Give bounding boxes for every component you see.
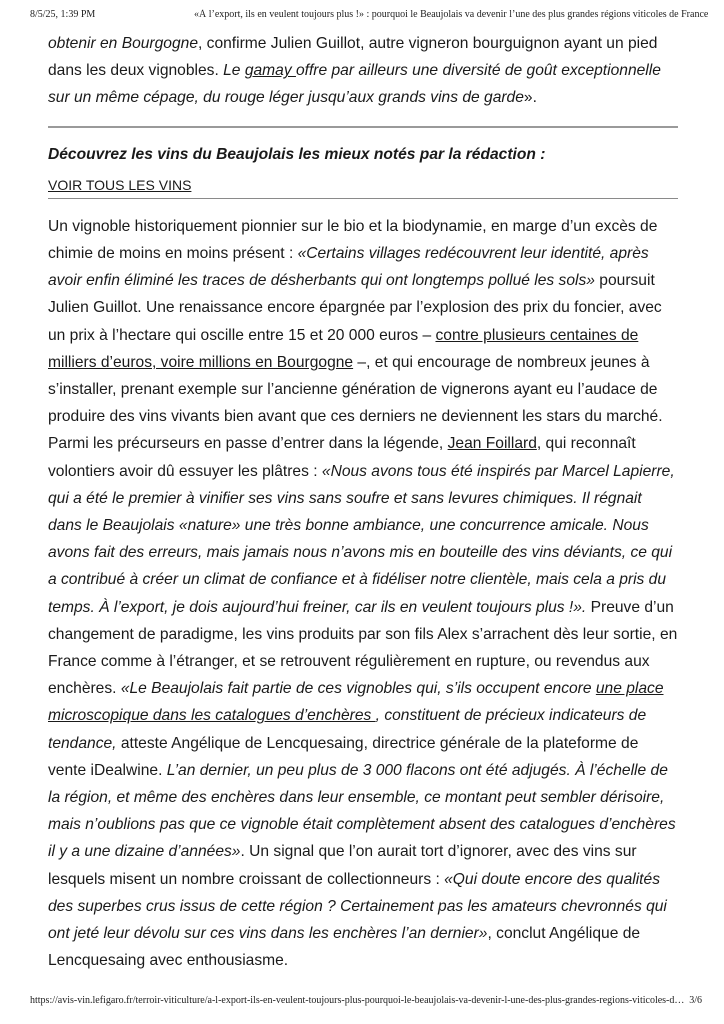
body-text: atteste Angélique de Lencquesaing, directrice générale de la plateforme de vente iDealwine. [48, 734, 639, 779]
section-divider [48, 198, 678, 199]
body-quote: «Qui doute encore des qualités des superbes crus issus de cette région ? Certainement pas les amateurs chevronnés qui ont jeté leur dévolu sur ces vins dans les enchères l’an dernier» [48, 870, 667, 943]
print-page-title: «À l’export, ils en veulent toujours plus !» : pourquoi le Beaujolais va devenir l’une des plus grandes régions viticoles de France [194, 9, 709, 20]
body-text: Un vignoble historiquement pionnier sur le bio et la biodynamie, en marge d’un excès de chimie de moins en moins présent : [48, 217, 658, 263]
auction-catalogues-link[interactable]: une place microscopique dans les catalogues d’enchères [48, 680, 664, 725]
body-quote: L’an dernier, un peu plus de 3 000 flacons ont été adjugés. À l’échelle de la région, et même des enchères dans leur ensemble, ce montant peut sembler dérisoire, mais n’oublions pas que ce vignoble était complètement absent des catalogues d’enchères il y a une dizaine d’années» [48, 761, 676, 861]
intro-paragraph [48, 30, 678, 112]
bourgogne-prices-link[interactable]: contre plusieurs centaines de milliers d’euros, voire millions en Bourgogne [48, 326, 639, 371]
intro-quote-part: Le [223, 62, 245, 80]
see-all-wines-link[interactable]: VOIR TOUS LES VINS [48, 176, 192, 193]
body-text: , qui reconnaît volontiers avoir dû essuyer les plâtres : [48, 435, 636, 480]
body-text: –, et qui encourage de nombreux jeunes à s’installer, prenant exemple sur l’ancienne génération de vignerons ayant eu l’audace de produire des vins vivants bien avant que ces derniers ne deviennent les stars du marché. Parmi les précurseurs en passe d’entrer dans la légende, [48, 353, 663, 453]
body-text: poursuit Julien Guillot. Une renaissance encore épargnée par l’explosion des prix du foncier, avec un prix à l’hectare qui oscille entre 15 et 20 000 euros – [48, 272, 662, 344]
article-content [48, 30, 678, 975]
intro-text: , confirme Julien Guillot, autre vigneron bourguignon ayant un pied dans les deux vignobles. [48, 35, 658, 80]
print-url: https://avis-vin.lefigaro.fr/terroir-viticulture/a-l-export-ils-en-veulent-toujours-plus-pourquoi-le-beaujolais-va-devenir-l-une-des-plus-grandes-regions-viticoles-d… [30, 995, 685, 1006]
body-quote-part: , constituent de précieux indicateurs de tendance, [48, 707, 647, 752]
body-quote: «Nous avons tous été inspirés par Marcel Lapierre, qui a été le premier à vinifier ses vins sans soufre et sans levures chimiques. Il régnait dans le Beaujolais «nature» une très bonne ambiance, une concurrence amicale. Nous avons fait des erreurs, mais jamais nous n’avons mis en bouteille des vins déviants, ce qui a contribué à créer un climat de confiance et à fidéliser notre clientèle, mais cela a pris du temps. À l’export, je dois aujourd’hui freiner, car ils en veulent toujours plus !». [48, 462, 675, 616]
body-quote-part: «Le Beaujolais fait partie de ces vignobles qui, s’ils occupent encore [120, 680, 596, 698]
intro-quote-close: ». [523, 89, 537, 107]
promo-heading: Découvrez les vins du Beaujolais les mieux notés par la rédaction : [48, 145, 546, 163]
body-text: . Un signal que l’on aurait tort d’ignorer, avec des vins sur lesquels misent un nombre croissant de collectionneurs : [48, 843, 637, 888]
section-divider [48, 126, 678, 128]
body-text: , conclut Angélique de Lencquesaing avec enthousiasme. [48, 925, 641, 970]
body-text: Preuve d’un changement de paradigme, les vins produits par son fils Alex s’arrachent dès leur sortie, en France comme à l’étranger, et se retrouvent régulièrement en rupture, ou revendus aux enchères. [48, 598, 678, 698]
body-paragraph [48, 213, 678, 975]
body-quote: «Certains villages redécouvrent leur identité, après avoir enfin éliminé les traces de désherbants qui ont longtemps pollué les sols» [48, 245, 649, 290]
print-footer [30, 995, 702, 1009]
print-datetime: 8/5/25, 1:39 PM [30, 9, 96, 20]
print-header [30, 9, 710, 23]
intro-quote-start: obtenir en Bourgogne [48, 35, 198, 52]
print-page-number: 3/6 [689, 995, 702, 1006]
intro-quote-part: offre par ailleurs une diversité de goût exceptionnelle sur un même cépage, du rouge léger jusqu’aux grands vins de garde [48, 62, 661, 107]
jean-foillard-link[interactable]: Jean Foillard [447, 435, 537, 453]
gamay-link[interactable]: gamay [244, 62, 296, 80]
